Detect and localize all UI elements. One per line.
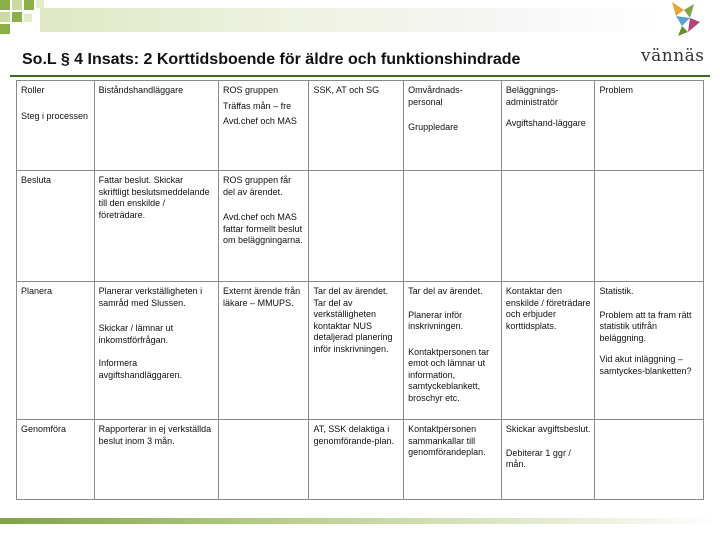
cell-problem: Statistik. Problem att ta fram rätt statistik utifrån beläggning. Vid akut inläggning – samtyckes-blanketten? [595, 282, 704, 420]
table-row-planera [17, 282, 704, 420]
cell-handlaggare: Planerar verkställigheten i samråd med Slussen. Skickar / lämnar ut inkomstförfrågan. Informera avgiftshandläggaren. [94, 282, 218, 420]
cell-ros: ROS gruppen Träffas mån – fre Avd.chef och MAS [219, 81, 309, 171]
table-row-header [17, 81, 704, 171]
cell-omvardnad [404, 171, 502, 282]
cell-omvardnad: Kontaktpersonen sammankallar till genomförandeplan. [404, 420, 502, 500]
cell-belaggning: Skickar avgiftsbeslut. Debiterar 1 ggr / mån. [501, 420, 595, 500]
cell-ssk: Tar del av ärendet. Tar del av verkställigheten kontaktar NUS detaljerad planering inför inskrivningen. [309, 282, 404, 420]
decorative-squares [0, 0, 300, 38]
cell-omvardnad: Omvårdnads-personal Gruppledare [404, 81, 502, 171]
cell-step: Genomföra [17, 420, 95, 500]
page-title: So.L § 4 Insats: 2 Korttidsboende för äldre och funktionshindrade [22, 51, 521, 68]
cell-problem [595, 171, 704, 282]
cell-ssk: SSK, AT och SG [309, 81, 404, 171]
table-row-genomfora [17, 420, 704, 500]
process-table [16, 80, 704, 500]
cell-handlaggare: Biståndshandläggare [94, 81, 218, 171]
cell-ssk [309, 171, 404, 282]
cell-ros [219, 420, 309, 500]
cell-handlaggare: Rapporterar in ej verkställda beslut inom 3 mån. [94, 420, 218, 500]
cell-roller: Roller Steg i processen [17, 81, 95, 171]
cell-handlaggare: Fattar beslut. Skickar skriftligt beslutsmeddelande till den enskilde / företrädare. [94, 171, 218, 282]
title-underline [10, 75, 710, 77]
header-decoration [0, 0, 660, 38]
cell-problem: Problem [595, 81, 704, 171]
table-row-besluta [17, 171, 704, 282]
cell-step: Besluta [17, 171, 95, 282]
cell-belaggning: Beläggnings-administratör Avgiftshand-läggare [501, 81, 595, 171]
logo-text: vännäs [641, 46, 705, 66]
cell-omvardnad: Tar del av ärendet. Planerar inför inskrivningen. Kontaktpersonen tar emot och lämnar ut information, samtyckeblankett, broschyr etc. [404, 282, 502, 420]
cell-problem [595, 420, 704, 500]
cell-ros: ROS gruppen får del av ärendet. Avd.chef och MAS fattar formellt beslut om beläggningarna. [219, 171, 309, 282]
cell-ssk: AT, SSK delaktiga i genomförande-plan. [309, 420, 404, 500]
cell-ros: Externt ärende från läkare – MMUPS. [219, 282, 309, 420]
cell-step: Planera [17, 282, 95, 420]
cell-belaggning [501, 171, 595, 282]
footer-gradient-bar [0, 518, 720, 524]
cell-belaggning: Kontaktar den enskilde / företrädare och erbjuder korttidsplats. [501, 282, 595, 420]
